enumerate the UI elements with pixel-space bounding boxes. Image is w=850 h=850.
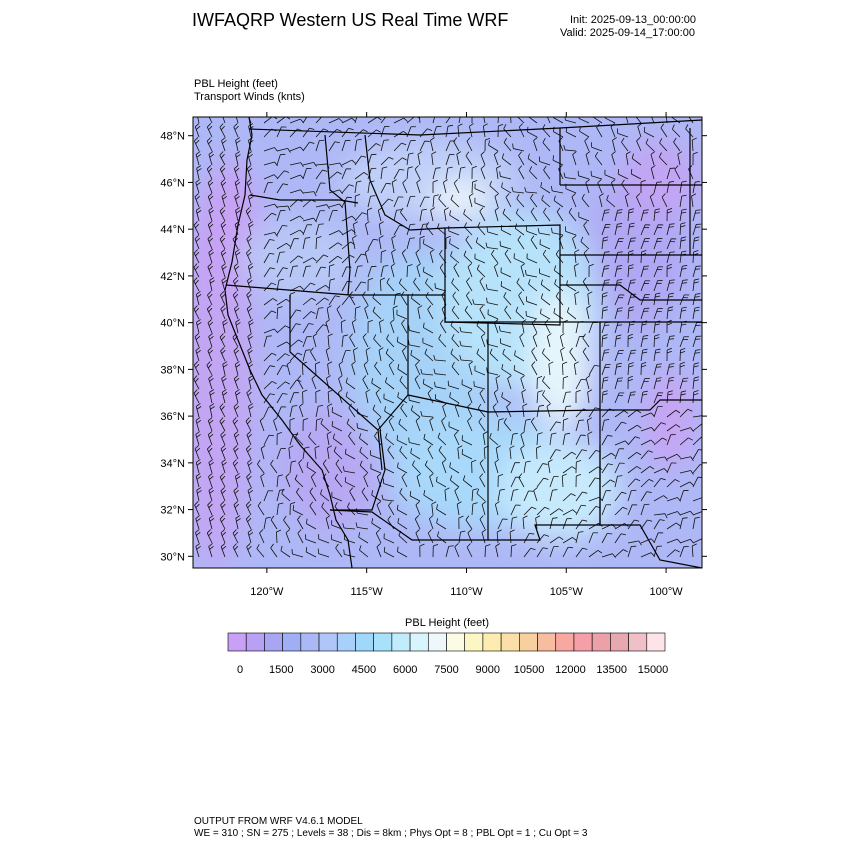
model-info: OUTPUT FROM WRF V4.6.1 MODEL bbox=[194, 816, 363, 827]
colorbar-swatch bbox=[428, 633, 446, 651]
lat-tick-label: 38°N bbox=[160, 364, 185, 377]
init-time: Init: 2025-09-13_00:00:00 bbox=[570, 14, 696, 26]
colorbar-tick-label: 0 bbox=[236, 664, 244, 676]
lat-tick-label: 36°N bbox=[160, 411, 185, 424]
colorbar-swatch bbox=[301, 633, 319, 651]
colorbar-swatch bbox=[519, 633, 537, 651]
lat-tick-label: 48°N bbox=[160, 130, 185, 143]
colorbar bbox=[228, 633, 665, 651]
wind-field-label: Transport Winds (knts) bbox=[194, 91, 305, 103]
colorbar-swatch bbox=[592, 633, 610, 651]
colorbar-tick-label: 1500 bbox=[269, 664, 294, 676]
lat-tick-label: 30°N bbox=[160, 551, 185, 564]
colorbar-tick-label: 7500 bbox=[434, 664, 459, 676]
colorbar-swatch bbox=[556, 633, 574, 651]
lon-tick-label: 115°W bbox=[350, 586, 383, 598]
lat-tick-label: 34°N bbox=[160, 457, 185, 470]
colorbar-swatch bbox=[501, 633, 519, 651]
lat-tick-label: 42°N bbox=[160, 270, 185, 283]
colorbar-swatch bbox=[610, 633, 628, 651]
colorbar-swatch bbox=[228, 633, 246, 651]
lon-tick-label: 100°W bbox=[649, 586, 683, 598]
lat-tick-label: 46°N bbox=[160, 177, 185, 190]
colorbar-tick-label: 3000 bbox=[310, 664, 335, 676]
colorbar-swatch bbox=[374, 633, 392, 651]
model-params: WE = 310 ; SN = 275 ; Levels = 38 ; Dis = 8km ; Phys Opt = 8 ; PBL Opt = 1 ; Cu Opt = 3 bbox=[194, 828, 588, 839]
colorbar-tick-labels bbox=[237, 664, 668, 676]
colorbar-swatch bbox=[355, 633, 373, 651]
colorbar-swatch bbox=[465, 633, 483, 651]
shaded-field-label: PBL Height (feet) bbox=[194, 78, 278, 90]
colorbar-swatch bbox=[483, 633, 501, 651]
lon-tick-label: 105°W bbox=[549, 586, 583, 598]
lon-tick-label: 120°W bbox=[250, 586, 284, 598]
colorbar-tick-label: 4500 bbox=[351, 664, 377, 676]
colorbar-swatch bbox=[447, 633, 465, 651]
colorbar-tick-label: 9000 bbox=[475, 664, 501, 676]
colorbar-tick-label: 10500 bbox=[513, 664, 545, 676]
colorbar-swatch bbox=[246, 633, 264, 651]
colorbar-swatch bbox=[319, 633, 337, 651]
colorbar-swatch bbox=[392, 633, 410, 651]
colorbar-swatch bbox=[647, 633, 665, 651]
colorbar-swatch bbox=[538, 633, 556, 651]
colorbar-tick-label: 6000 bbox=[392, 664, 418, 676]
colorbar-swatch bbox=[283, 633, 301, 651]
colorbar-title: PBL Height (feet) bbox=[405, 617, 489, 629]
valid-time: Valid: 2025-09-14_17:00:00 bbox=[560, 27, 695, 39]
lat-tick-label: 44°N bbox=[160, 224, 185, 237]
colorbar-swatch bbox=[574, 633, 592, 651]
colorbar-tick-label: 13500 bbox=[596, 664, 627, 676]
lon-tick-label: 110°W bbox=[450, 586, 483, 598]
colorbar-tick-label: 15000 bbox=[637, 664, 669, 676]
colorbar-swatch bbox=[264, 633, 282, 651]
lat-tick-label: 32°N bbox=[160, 504, 185, 517]
page-title: IWFAQRP Western US Real Time WRF bbox=[192, 10, 509, 30]
colorbar-swatch bbox=[337, 633, 355, 651]
colorbar-tick-label: 12000 bbox=[555, 664, 586, 676]
colorbar-swatch bbox=[410, 633, 428, 651]
colorbar-swatch bbox=[629, 633, 647, 651]
lat-tick-label: 40°N bbox=[160, 317, 185, 330]
